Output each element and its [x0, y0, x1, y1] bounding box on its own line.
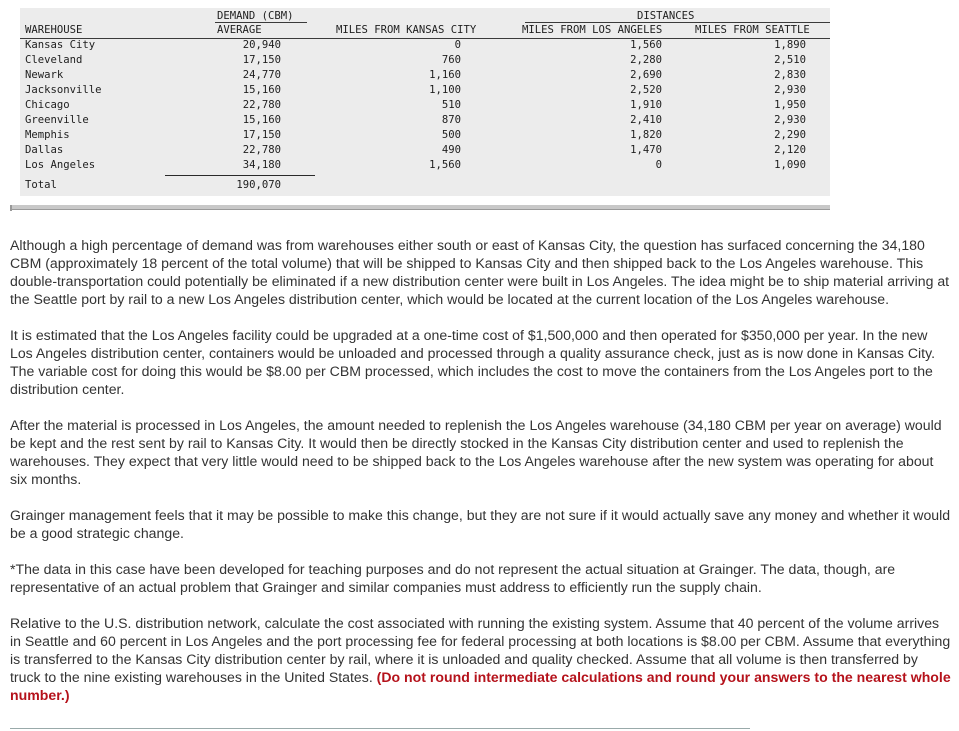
miles-seattle-cell: 2,290 — [774, 129, 806, 141]
rounding-instruction: (Do not round intermediate calculations and round your answers to the nearest whole number.) — [10, 669, 951, 703]
miles-kc-cell: 1,560 — [429, 159, 461, 171]
total-rule — [165, 175, 315, 176]
distances-header-rule — [525, 22, 830, 23]
warehouse-name-cell: Jacksonville — [25, 84, 102, 96]
table-row — [20, 144, 830, 159]
miles-la-cell: 1,470 — [630, 144, 662, 156]
table-row — [20, 69, 830, 84]
col-header-warehouse: WAREHOUSE — [25, 24, 83, 36]
table-row — [20, 159, 830, 174]
distances-group-header: DISTANCES — [637, 10, 695, 22]
question-text: Relative to the U.S. distribution network, calculate the cost associated with running the existing system. Assume that 40 percent of the volume arrives in Seattle and 60 percent in Los Angeles and the port processing fee for federal processing at both locations is $8.00 per CBM. Assume that everything is transferred to the Kansas City distribution center by rail, where it is unloaded and quality checked. Assume that all volume is then transferred by truck to the nine existing warehouses in the United States. — [10, 615, 951, 685]
demand-cell: 20,940 — [242, 39, 281, 51]
table-row — [20, 39, 830, 54]
paragraph-3: After the material is processed in Los Angeles, the amount needed to replenish the Los Angeles warehouse (34,180 CBM per year on average) would be kept and the rest sent by rail to Kansas City. It would then be directly stocked in the Kansas City distribution center and used to replenish the warehouses. They expect that very little would need to be shipped back to the Los Angeles warehouse after the new system was operating for about six months. — [10, 417, 942, 487]
paragraph-1: Although a high percentage of demand was from warehouses either south or east of Kansas City, the question has surfaced concerning the 34,180 CBM (approximately 18 percent of the total volume) that will be shipped to Kansas City and then shipped back to the Los Angeles warehouse. This double-transportation could potentially be eliminated if a new distribution center were built in Los Angeles. The idea might be to ship material arriving at the Seattle port by rail to a new Los Angeles distribution center, which would be located at the current location of the Los Angeles warehouse. — [10, 237, 950, 307]
warehouse-name-cell: Greenville — [25, 114, 89, 126]
col-header-average: AVERAGE — [217, 24, 262, 36]
demand-cell: 17,150 — [242, 129, 281, 141]
paragraph-4: Grainger management feels that it may be possible to make this change, but they are not sure if it would actually save any money and whether it would be a good strategic change. — [10, 507, 951, 541]
total-label: Total — [25, 179, 57, 191]
warehouse-name-cell: Kansas City — [25, 39, 96, 51]
miles-kc-cell: 1,100 — [429, 84, 461, 96]
miles-seattle-cell: 1,950 — [774, 99, 806, 111]
case-text — [10, 236, 952, 722]
paragraph-2: It is estimated that the Los Angeles facility could be upgraded at a one-time cost of $1,500,000 and then operated for $350,000 per year. In the new Los Angeles distribution center, containers would be unloaded and processed through a quality assurance check, just as is now done in Kansas City. The variable cost for doing this would be $8.00 per CBM processed, which includes the cost to move the containers from the Los Angeles port to the distribution center. — [10, 327, 936, 397]
miles-kc-cell: 500 — [441, 129, 461, 141]
demand-cell: 24,770 — [242, 69, 281, 81]
miles-kc-cell: 1,160 — [429, 69, 461, 81]
miles-la-cell: 2,280 — [630, 54, 662, 66]
col-header-miles-la: MILES FROM LOS ANGELES — [522, 24, 663, 36]
warehouse-name-cell: Cleveland — [25, 54, 83, 66]
total-value: 190,070 — [236, 179, 281, 191]
table-bottom-rule — [10, 209, 830, 210]
miles-la-cell: 1,910 — [630, 99, 662, 111]
table-row — [20, 54, 830, 69]
demand-header-rule — [215, 22, 307, 23]
demand-cell: 15,160 — [242, 114, 281, 126]
bottom-divider — [10, 728, 750, 729]
warehouse-name-cell: Chicago — [25, 99, 70, 111]
total-row — [20, 174, 830, 196]
warehouse-name-cell: Los Angeles — [25, 159, 96, 171]
warehouse-data-table — [20, 8, 830, 196]
demand-cell: 15,160 — [242, 84, 281, 96]
paragraph-5: *The data in this case have been developed for teaching purposes and do not represent the actual situation at Grainger. The data, though, are representative of an actual problem that Grainger and similar companies must address to efficiently run the supply chain. — [10, 561, 896, 595]
miles-seattle-cell: 2,930 — [774, 84, 806, 96]
demand-cell: 34,180 — [242, 159, 281, 171]
miles-seattle-cell: 2,930 — [774, 114, 806, 126]
table-body — [20, 39, 830, 174]
miles-seattle-cell: 2,510 — [774, 54, 806, 66]
miles-kc-cell: 490 — [441, 144, 461, 156]
miles-seattle-cell: 1,090 — [774, 159, 806, 171]
table-row — [20, 114, 830, 129]
miles-la-cell: 2,690 — [630, 69, 662, 81]
demand-cell: 22,780 — [242, 99, 281, 111]
table-row — [20, 99, 830, 114]
warehouse-name-cell: Newark — [25, 69, 64, 81]
miles-kc-cell: 870 — [441, 114, 461, 126]
col-header-miles-kc: MILES FROM KANSAS CITY — [336, 24, 477, 36]
miles-kc-cell: 510 — [441, 99, 461, 111]
miles-la-cell: 2,520 — [630, 84, 662, 96]
miles-la-cell: 0 — [655, 159, 662, 171]
warehouse-name-cell: Memphis — [25, 129, 70, 141]
table-row — [20, 84, 830, 99]
miles-seattle-cell: 1,890 — [774, 39, 806, 51]
col-header-miles-seattle: MILES FROM SEATTLE — [695, 24, 810, 36]
demand-cell: 22,780 — [242, 144, 281, 156]
demand-group-header: DEMAND (CBM) — [217, 10, 294, 22]
warehouse-name-cell: Dallas — [25, 144, 64, 156]
miles-la-cell: 1,820 — [630, 129, 662, 141]
miles-la-cell: 2,410 — [630, 114, 662, 126]
table-left-tick — [10, 205, 12, 211]
miles-seattle-cell: 2,120 — [774, 144, 806, 156]
miles-la-cell: 1,560 — [630, 39, 662, 51]
table-row — [20, 129, 830, 144]
miles-kc-cell: 0 — [454, 39, 461, 51]
paragraph-6 — [10, 614, 952, 704]
miles-seattle-cell: 2,830 — [774, 69, 806, 81]
miles-kc-cell: 760 — [441, 54, 461, 66]
demand-cell: 17,150 — [242, 54, 281, 66]
